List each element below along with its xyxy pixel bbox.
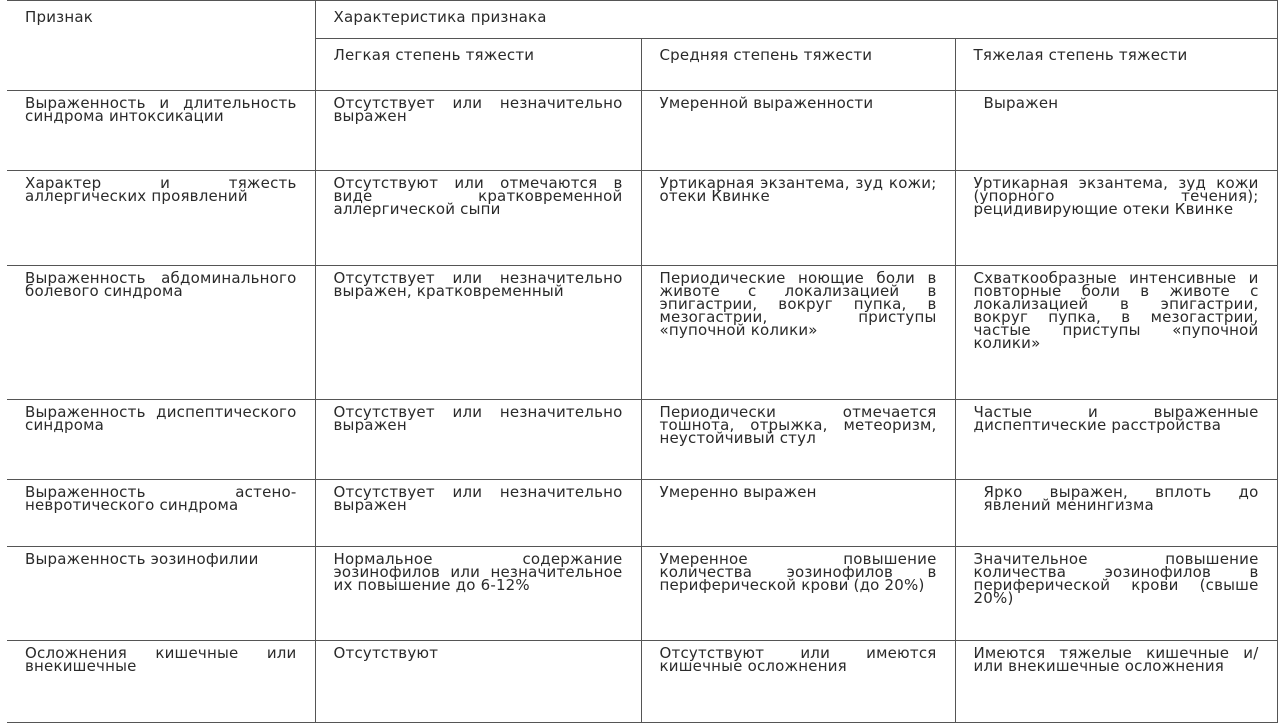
header-characteristic: Характеристика признака [315, 1, 1277, 39]
table-row [7, 641, 1277, 723]
row-sign: Выраженность и длительность синдрома интоксикации [7, 91, 315, 171]
row-sign: Выраженность астено-невротического синдрома [7, 480, 315, 547]
row-moderate: Умеренно выражен [641, 480, 955, 547]
row-moderate: Периодически отмечается тошнота, отрыжка, метеоризм, неустойчивый стул [641, 400, 955, 480]
row-mild: Отсутствует или незначительно выражен [315, 400, 641, 480]
row-moderate: Отсутствуют или имеются кишечные осложнения [641, 641, 955, 723]
table-row [7, 91, 1277, 171]
row-mild: Отсутствуют или отмечаются в виде кратковременной аллергической сыпи [315, 171, 641, 266]
table-row [7, 400, 1277, 480]
table-row [7, 547, 1277, 641]
row-moderate: Периодические ноющие боли в животе с локализацией в эпигастрии, вокруг пупка, в мезогастрии, приступы «пупочной колики» [641, 266, 955, 400]
row-sign: Характер и тяжесть аллергических проявлений [7, 171, 315, 266]
row-moderate: Умеренной выраженности [641, 91, 955, 171]
header-mild: Легкая степень тяжести [315, 39, 641, 91]
row-mild: Отсутствуют [315, 641, 641, 723]
row-moderate: Уртикарная экзантема, зуд кожи; отеки Квинке [641, 171, 955, 266]
row-mild: Отсутствует или незначительно выражен [315, 480, 641, 547]
row-moderate: Умеренное повышение количества эозинофилов в периферической крови (до 20%) [641, 547, 955, 641]
header-moderate: Средняя степень тяжести [641, 39, 955, 91]
row-severe: Выражен [955, 91, 1277, 171]
row-sign: Выраженность эозинофилии [7, 547, 315, 641]
row-severe: Частые и выраженные диспептические расстройства [955, 400, 1277, 480]
row-mild: Отсутствует или незначительно выражен, кратковременный [315, 266, 641, 400]
row-mild: Отсутствует или незначительно выражен [315, 91, 641, 171]
row-severe: Уртикарная экзантема, зуд кожи (упорного течения); рецидивирующие отеки Квинке [955, 171, 1277, 266]
row-sign: Выраженность абдоминального болевого синдрома [7, 266, 315, 400]
row-severe: Имеются тяжелые кишечные и/или внекишечные осложнения [955, 641, 1277, 723]
row-sign: Осложнения кишечные или внекишечные [7, 641, 315, 723]
header-sign: Признак [7, 1, 315, 91]
table-row [7, 171, 1277, 266]
row-severe: Ярко выражен, вплоть до явлений менингизма [955, 480, 1277, 547]
severity-table [7, 0, 1278, 723]
header-severe: Тяжелая степень тяжести [955, 39, 1277, 91]
row-severe: Схваткообразные интенсивные и повторные боли в животе с локализацией в эпигастрии, вокруг пупка, в мезогастрии, частые приступы «пупочной колики» [955, 266, 1277, 400]
row-mild: Нормальное содержание эозинофилов или незначительное их повышение до 6-12% [315, 547, 641, 641]
header-row [7, 1, 1277, 39]
table-row [7, 266, 1277, 400]
table-row [7, 480, 1277, 547]
row-sign: Выраженность диспептического синдрома [7, 400, 315, 480]
row-severe: Значительное повышение количества эозинофилов в периферической крови (свыше 20%) [955, 547, 1277, 641]
